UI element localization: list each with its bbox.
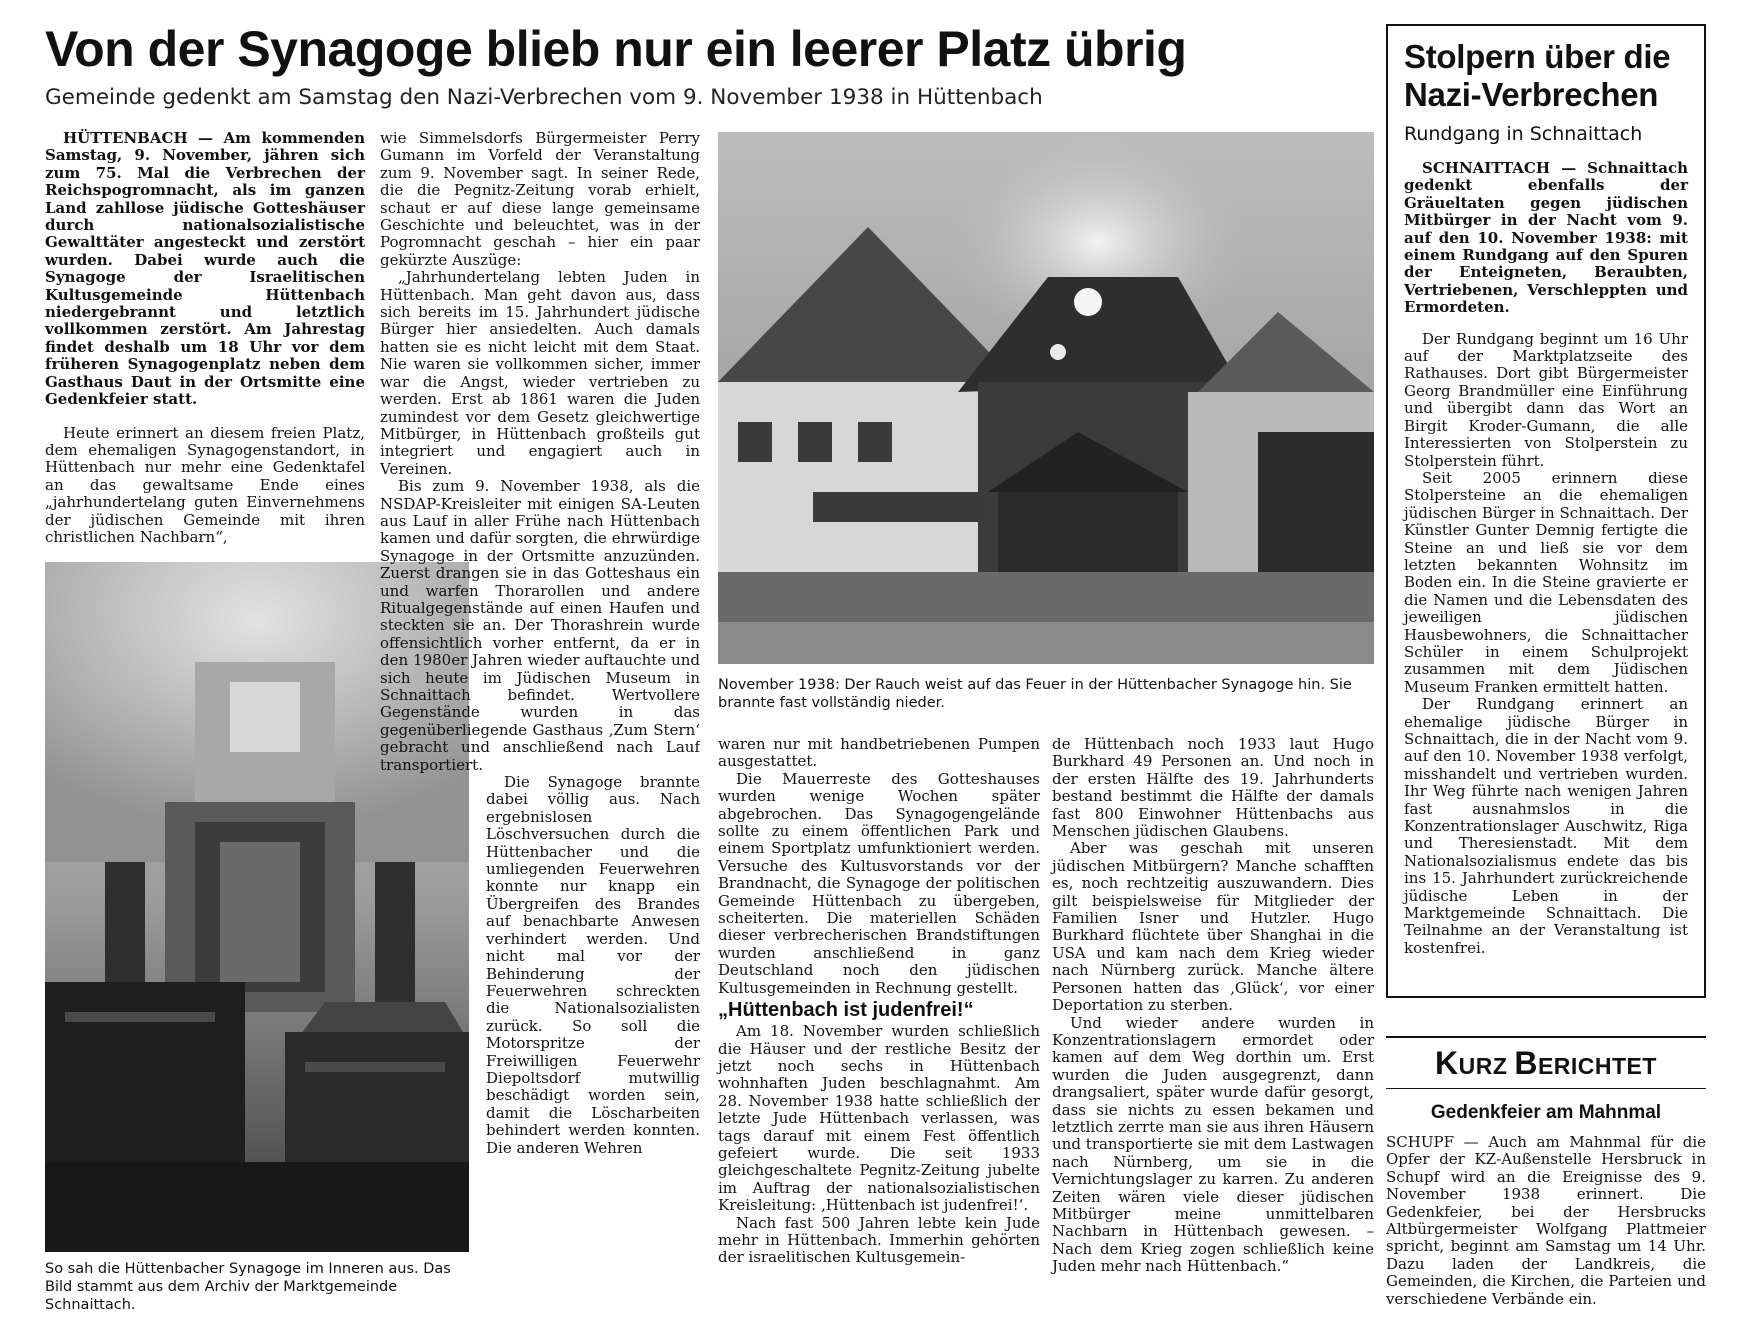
article-column-3 xyxy=(718,736,1040,1267)
sidebar-paragraph: Der Rundgang erinnert an ehemalige jüdische Bürger in Schnaittach, die in der Nacht vom 9. auf den 10. November 1938 verfolgt, misshandelt und vertrieben wurden. Ihr Weg führte nach wenigen Jahren fast ausnahmslos in die Konzentrationslager Auschwitz, Riga und Theresienstadt. Mit dem Nationalsozialismus endete das bis ins 15. Jahrhundert zurückreichende jüdische Leben in der Marktgemeinde Schnaittach. Die Teilnahme an der Veranstaltung ist kostenfrei. xyxy=(1404,695,1688,957)
article-paragraph: „Jahrhundertelang lebten Juden in Hüttenbach. Man geht davon aus, dass sich bereits im 15. Jahrhundert jüdische Bürger hier ansiedelten. Auch damals hatten sie es nicht leicht mit dem Staat. Nie waren sie vollkommen sicher, immer war die Angst, wieder vertrieben zu werden. Erst ab 1861 waren die Juden zumindest vor dem Gesetz gleichwertige Mitbürger, in Hüttenbach großteils gut integriert und engagiert auch in Vereinen. xyxy=(380,268,700,478)
photo-wrap-spacer xyxy=(380,774,486,1144)
article-lead: HÜTTENBACH — Am kommenden Samstag, 9. November, jähren sich zum 75. Mal die Verbrechen der Reichspogromnacht, als im ganzen Land zahllose jüdische Gotteshäuser durch nationalsozialistische Gewalttäter angesteckt und zerstört wurden. Dabei wurde auch die Synagoge der Israelitischen Kultusgemeinde Hüttenbach niedergebrannt und letztlich vollkommen zerstört. Am Jahrestag findet deshalb um 18 Uhr vor dem früheren Synagogenplatz neben dem Gasthaus Daut in der Ortsmitte eine Gedenkfeier statt. xyxy=(45,129,365,409)
article-paragraph: Heute erinnert an diesem freien Platz, dem ehemaligen Synagogenstandort, in Hüttenbach nur mehr eine Gedenktafel an das gewaltsame Ende eines „jahrhundertelang guten Einvernehmens der jüdischen Gemeinde mit ihren christlichen Nachbarn“, xyxy=(45,423,365,546)
sidebar-paragraph: Der Rundgang beginnt um 16 Uhr auf der Marktplatzseite des Rathauses. Dort gibt Bürgermeister Georg Brandmüller eine Einführung und übergibt dann das Wort an Birgit Kroder-Gumann, die alle Interessierten von Stolperstein zu Stolperstein führt. xyxy=(1404,329,1688,470)
article-paragraph: Nach fast 500 Jahren lebte kein Jude mehr in Hüttenbach. Immerhin gehörten der israelitischen Kultusgemein- xyxy=(718,1213,1040,1267)
sidebar-lead: SCHNAITTACH — Schnaittach gedenkt ebenfalls der Gräueltaten gegen jüdischen Mitbürger in der Nacht vom 9. auf den 10. November 1938: mit einem Rundgang auf den Spuren der Enteigneten, Beraubten, Vertriebenen, Verschleppten und Ermordeten. xyxy=(1404,159,1688,317)
kurz-k: K xyxy=(1435,1045,1459,1081)
kurz-erichtet: ERICHTET xyxy=(1537,1053,1657,1079)
article-paragraph: Die Mauerreste des Gotteshauses wurden wenige Wochen später abgebrochen. Das Synagogengelände sollte zu einem öffentlichen Park und einem Sportplatz umfunktioniert werden. Versuche des Kultusvorstands vor der Brandnacht, die Synagoge der politischen Gemeinde Hüttenbach zu übergeben, scheiterten. Die materiellen Schäden dieser verbrecherischen Brandstiftungen wurden anschließend in ganz Deutschland noch den jüdischen Kultusgemeinden in Rechnung gestellt. xyxy=(718,769,1040,997)
article-column-4 xyxy=(1052,736,1374,1276)
kurz-bottom-rule xyxy=(1386,1088,1706,1089)
sidebar-title xyxy=(1404,38,1688,114)
interior-photo-caption: So sah die Hüttenbacher Synagoge im Inneren aus. Das Bild stammt aus dem Archiv der Marktgemeinde Schnaittach. xyxy=(45,1261,451,1313)
sidebar-text xyxy=(1404,160,1688,957)
article-paragraph: de Hüttenbach noch 1933 laut Hugo Burkhard 49 Personen an. Und noch in der ersten Hälfte des 19. Jahrhunderts bestand bestimmt die Hälfte der damals fast 800 Einwohner Hüttenbachs aus Menschen jüdischen Glaubens. xyxy=(1052,735,1374,841)
subline: Gemeinde gedenkt am Samstag den Nazi-Verbrechen vom 9. November 1938 in Hüttenbach xyxy=(45,85,1043,110)
article-paragraph: Am 18. November wurden schließlich die Häuser und der restliche Besitz der jetzt noch sechs in Hüttenbach wohnhaften Juden beschlagnahmt. Am 28. November 1938 hatte schließlich der letzte Jude Hüttenbach verlassen, was tags darauf mit einem Fest öffentlich gefeiert wurde. Die seit 1933 gleichgeschaltete Pegnitz-Zeitung jubelte im Auftrag der nationalsozialistischen Kreisleitung: ‚Hüttenbach ist judenfrei!‘. xyxy=(718,1022,1040,1215)
kurz-paragraph: SCHUPF — Auch am Mahnmal für die Opfer der KZ-Außenstelle Hersbruck in Schupf wird an die Ereignisse des 9. November 1938 erinnert. Die Gedenkfeier, bei der Hersbrucks Altbürgermeister Wolfgang Plattmeier spricht, beginnt am Samstag um 14 Uhr. Dazu laden der Landkreis, die Gemeinden, die Kirchen, die Parteien und verschiedene Verbände ein. xyxy=(1386,1133,1706,1308)
kurz-top-rule xyxy=(1386,1036,1706,1038)
article-paragraph: Die Synagoge brannte dabei völlig aus. Nach ergebnislosen Löschversuchen durch die Hüttenbacher und die umliegenden Feuerwehren konnte nur knapp ein Übergreifen des Brandes auf benachbarte Anwesen verhindert werden. Und nicht mal vor der Behinderung der Feuerwehren schreckten die Nationalsozialisten zurück. So soll die Motorspritze der Freiwilligen Feuerwehr Diepoltsdorf mutwillig beschädigt worden sein, damit die Löscharbeiten behindert werden konnten. Die anderen Wehren xyxy=(486,773,700,1157)
sidebar-title-line1: Stolpern über die xyxy=(1404,38,1671,75)
burning-synagogue-image xyxy=(718,132,1374,664)
sidebar-box xyxy=(1386,24,1706,998)
article-paragraph: waren nur mit handbetriebenen Pumpen ausgestattet. xyxy=(718,735,1040,771)
kurz-headline: Gedenkfeier am Mahnmal xyxy=(1430,1102,1662,1123)
kurz-b: B xyxy=(1514,1045,1538,1081)
kurz-text xyxy=(1386,1134,1706,1308)
article-column-1 xyxy=(45,130,365,546)
sidebar-title-line2: Nazi-Verbrechen xyxy=(1404,76,1659,113)
sidebar-subtitle: Rundgang in Schnaittach xyxy=(1404,123,1643,145)
article-paragraph: wie Simmelsdorfs Bürgermeister Perry Gumann im Vorfeld der Veranstaltung zum 9. November sagt. In seiner Rede, die die Pegnitz-Zeitung vorab erhielt, schaut er auf diese lange gemeinsame Geschichte und beleuchtet, was in der Pogromnacht geschah – hier ein paar gekürzte Auszüge: xyxy=(380,130,700,269)
sidebar-paragraph: Seit 2005 erinnern diese Stolpersteine an die ehemaligen jüdischen Bürger in Schnaittach. Der Künstler Gunter Demnig fertigte die Steine an und ließ sie vor dem letzten bekannten Wohnsitz im Boden ein. In die Steine gravierte er die Namen und die Lebensdaten des jeweiligen jüdischen Hausbewohners, die Schnaittacher Schüler in einem Schulprojekt zusammen mit dem Jüdischen Museum Franken ermittelt hatten. xyxy=(1404,468,1688,696)
article-paragraph: Und wieder andere wurden in Konzentrationslagern ermordet oder kamen auf dem Weg dorthin um. Erst wurden die Juden ausgegrenzt, dann drangsaliert, später wurde dafür gesorgt, dass sie nichts zu essen bekamen und letztlich zerrte man sie aus ihren Häusern und transportierte sie mit dem Lastwagen nach Nürnberg, um sie in die Vernichtungslager zu karren. Zu anderen Zeiten wären viele dieser jüdischen Mitbürger meine unmittelbaren Nachbarn in Hüttenbach gewesen. – Nach dem Krieg zogen schließlich keine Juden mehr nach Hüttenbach.“ xyxy=(1052,1013,1374,1276)
kurz-berichtet-label xyxy=(1386,1046,1706,1083)
fire-photo-caption: November 1938: Der Rauch weist auf das Feuer in der Hüttenbacher Synagoge hin. Sie brannte fast vollständig nieder. xyxy=(718,677,1352,711)
kurz-urz: URZ xyxy=(1458,1053,1515,1079)
article-paragraph: Bis zum 9. November 1938, als die NSDAP-Kreisleiter mit einigen SA-Leuten aus Lauf in aller Frühe nach Hüttenbach kamen und dafür sorgten, die ehrwürdige Synagoge in der Ortsmitte anzuzünden. Zuerst drangen sie in das Gotteshaus ein und warfen Thorarollen und andere Ritualgegenstände auf einen Haufen und steckten sie an. Der Thorashrein wurde offensichtlich vorher entfernt, da er in den 1980er Jahren wieder auftauchte und sich heute im Jüdischen Museum in Schnaittach befindet. Wertvollere Gegenstände wurden in das gegenüberliegende Gasthaus ‚Zum Stern‘ gebracht und anschließend nach Lauf transportiert. xyxy=(380,477,700,774)
article-column-2 xyxy=(380,130,700,1326)
burning-synagogue-photo xyxy=(718,132,1374,664)
headline: Von der Synagoge blieb nur ein leerer Platz übrig xyxy=(45,21,1187,77)
article-subheading: „Hüttenbach ist judenfrei!“ xyxy=(718,999,974,1022)
article-paragraph: Aber was geschah mit unseren jüdischen Mitbürgern? Manche schafften es, noch rechtzeitig auszuwandern. Dies gilt beispielsweise für Mitglieder der Familien Isner und Hutzler. Hugo Burkhard flüchtete über Shanghai in die USA und kam nach dem Krieg wieder nach Nürnberg zurück. Manche ältere Personen hatten das ‚Glück‘, vor einer Deportation zu sterben. xyxy=(1052,839,1374,1015)
